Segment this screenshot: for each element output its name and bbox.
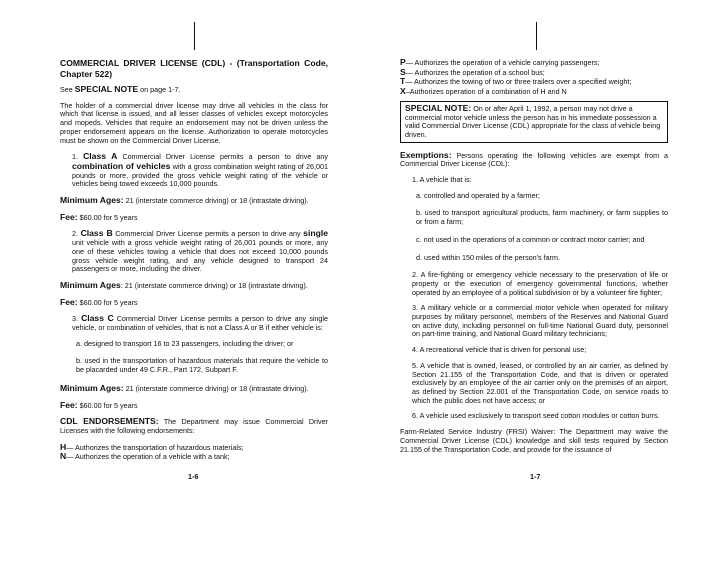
endorsement-h-key: H [60,441,67,452]
exemption-item-1: 1. A vehicle that is: [412,175,472,185]
min-ages-1 [60,196,328,206]
endorsement-n-text: — Authorizes the operation of a vehicle with a tank; [66,452,230,462]
min-ages-3-text: 21 (interstate commerce driving) or 18 (intrastate driving). [123,383,309,393]
endorsement-x-key: X [400,86,406,97]
special-note-box [400,101,668,143]
right-page [400,58,668,461]
class-a-bold: combination of vehicles [72,160,171,171]
min-ages-2 [60,281,328,291]
class-c-number: 3. [72,314,78,324]
class-b-bold: single [303,228,329,239]
exemptions-label: Exemptions: [400,149,452,160]
fee-1-label: Fee: [60,211,78,222]
min-ages-3 [60,384,328,394]
endorsement-n-key: N [60,451,67,462]
class-b-paragraph [60,229,328,274]
endorsement-h [60,443,328,453]
class-b-number: 2. [72,229,78,239]
fee-3-text: $60.00 for 5 years [77,400,138,410]
fee-1-text: $60.00 for 5 years [77,212,138,222]
fee-3 [60,401,328,411]
see-prefix: See [60,85,73,94]
min-ages-3-label: Minimum Ages: [60,382,124,393]
intro-paragraph: The holder of a commercial driver license may drive all vehicles in the class for which that license is issued, and all lesser classes of vehicles except motorcycles and mopeds. Vehicles that require an endorsement may not be driven unless the proper endorsement appears on the license. Authorization to operate motorcycles must be shown on the Commercial Driver License. [60,100,328,145]
class-c-item-a: a. designed to transport 16 to 23 passengers, including the driver; or [76,338,294,348]
class-a-paragraph [60,152,328,189]
fee-2 [60,298,328,308]
endorsement-s-key: S [400,66,406,77]
class-c-label: Class C [81,313,114,324]
fee-1 [60,213,328,223]
min-ages-2-text: : 21 (interstate commerce driving) or 18 (intrastate driving). [120,280,308,290]
endorsement-x-text: –Authorizes operation of a combination of H and N [405,87,567,97]
special-note-label: SPECIAL NOTE: [405,102,472,113]
endorsement-p [400,58,668,68]
endorsement-t-text: — Authorizes the towing of two or three trailers over a specified weight; [405,77,632,87]
class-c-paragraph [60,314,328,332]
fee-2-text: $60.00 for 5 years [77,297,138,307]
endorsements-text: The Department may issue Commercial Driver Licenses with the following endorsements: [60,417,328,435]
class-a-number: 1. [72,152,78,162]
min-ages-1-text: 21 (interstate commerce driving) or 18 (intrastate driving). [123,196,309,206]
exemption-item-3: 3. A military vehicle or a commercial motor vehicle when operated for military purposes by military personnel, members of the Reserves and National Guard on active duty, including personnel on full-time National Guard duty, personnel on part-time training, and National Guard military technicians; [412,303,668,339]
endorsement-t [400,77,668,87]
see-note-line [60,85,328,95]
exemptions-paragraph [400,151,668,169]
min-ages-2-label: Minimum Ages [60,279,121,290]
fee-2-label: Fee: [60,296,78,307]
page-number-right: 1-7 [530,472,541,481]
crop-mark-left [194,22,195,50]
special-note-ref: SPECIAL NOTE [74,84,139,94]
class-a-mid: Commercial Driver License permits a person to drive any [117,152,329,162]
exemption-item-6: 6. A vehicle used exclusively to transport seed cotton modules or cotton burrs. [412,411,660,421]
class-b-label: Class B [80,228,113,239]
special-note-text: On or after April 1, 1992, a person may not drive a commercial motor vehicle unless the person has in his immediate possession a valid Commercial Driver License (CDL) appropriate for the class of vehicle being driven. [405,103,661,139]
endorsement-h-text: — Authorizes the transportation of hazardous materials; [66,442,244,452]
endorsement-t-key: T [400,76,406,87]
class-b-mid: Commercial Driver License permits a person to drive any [112,229,304,239]
page-number-left: 1-6 [188,472,199,481]
exemption-item-2: 2. A fire-fighting or emergency vehicle necessary to the preservation of life or property or the execution of emergency governmental functions, whether operated by an employee of a political subdivision or by a volunteer fire fighter; [412,270,668,297]
exemption-item-5: 5. A vehicle that is owned, leased, or controlled by an air carrier, as defined by Section 21.155 of the Transportation Code, and that is driven or operated exclusively by an employee of the air carrier only on the premises of an airport, as defined by Section 22.001 of the Transportation Code, on service roads to which the public does not have access; or [412,360,668,405]
exemption-item-1d: d. used within 150 miles of the person's farm. [416,252,560,262]
class-a-label: Class A [83,151,118,162]
endorsement-s-text: — Authorizes the operation of a school bus; [405,67,545,77]
exemption-item-1c: c. not used in the operations of a common or contract motor carrier; and [416,234,645,244]
frsi-waiver-paragraph: Farm-Related Service Industry (FRSI) Waiver: The Department may waive the Commercial Driver License (CDL) knowledge and skill tests required by Section 21.155 of the Transportation Code, and provide for the issuance of [400,427,668,454]
left-page [60,58,328,462]
cdl-endorsements [60,417,328,435]
class-c-text: Commercial Driver License permits a person to drive any single vehicle, or combination of vehicles, that is not a Class A or B if either vehicle is: [72,314,328,333]
crop-mark-right [536,22,537,50]
class-c-item-b: b. used in the transportation of hazardous materials that require the vehicle to be placarded under 49 C.F.R., Part 172, Subpart F. [76,356,328,375]
exemption-item-1a: a. controlled and operated by a farmer; [416,190,540,200]
endorsement-p-key: P [400,57,406,67]
fee-3-label: Fee: [60,399,78,410]
endorsement-x [400,87,668,97]
class-a-text: with a gross combination weight rating of 26,001 pounds or more, provided the gross vehicle weight rating of the vehicle or vehicles being towed exceeds 10,000 pounds. [72,161,328,189]
exemptions-text: Persons operating the following vehicles are exempt from a Commercial Driver License (CDL): [400,150,668,169]
exemption-item-4: 4. A recreational vehicle that is driven for personal use; [412,345,587,355]
see-suffix: on page 1-7. [138,85,181,94]
section-title: COMMERCIAL DRIVER LICENSE (CDL) - (Transportation Code, Chapter 522) [60,58,328,79]
endorsement-p-text: — Authorizes the operation of a vehicle carrying passengers; [405,58,600,67]
endorsements-label: CDL ENDORSEMENTS: [60,416,159,427]
min-ages-1-label: Minimum Ages: [60,195,124,206]
class-b-text: unit vehicle with a gross vehicle weight rating of 26,001 pounds or more, any one of these vehicles towing a vehicle that does not exceed 10,000 pounds gross vehicle weight rating, and any vehicle designed to transport 24 passengers or more, including the driver. [72,238,328,274]
exemption-item-1b: b. used to transport agricultural products, farm machinery, or farm supplies to or from a farm; [416,208,668,227]
endorsement-s [400,68,668,78]
endorsement-n [60,452,328,462]
